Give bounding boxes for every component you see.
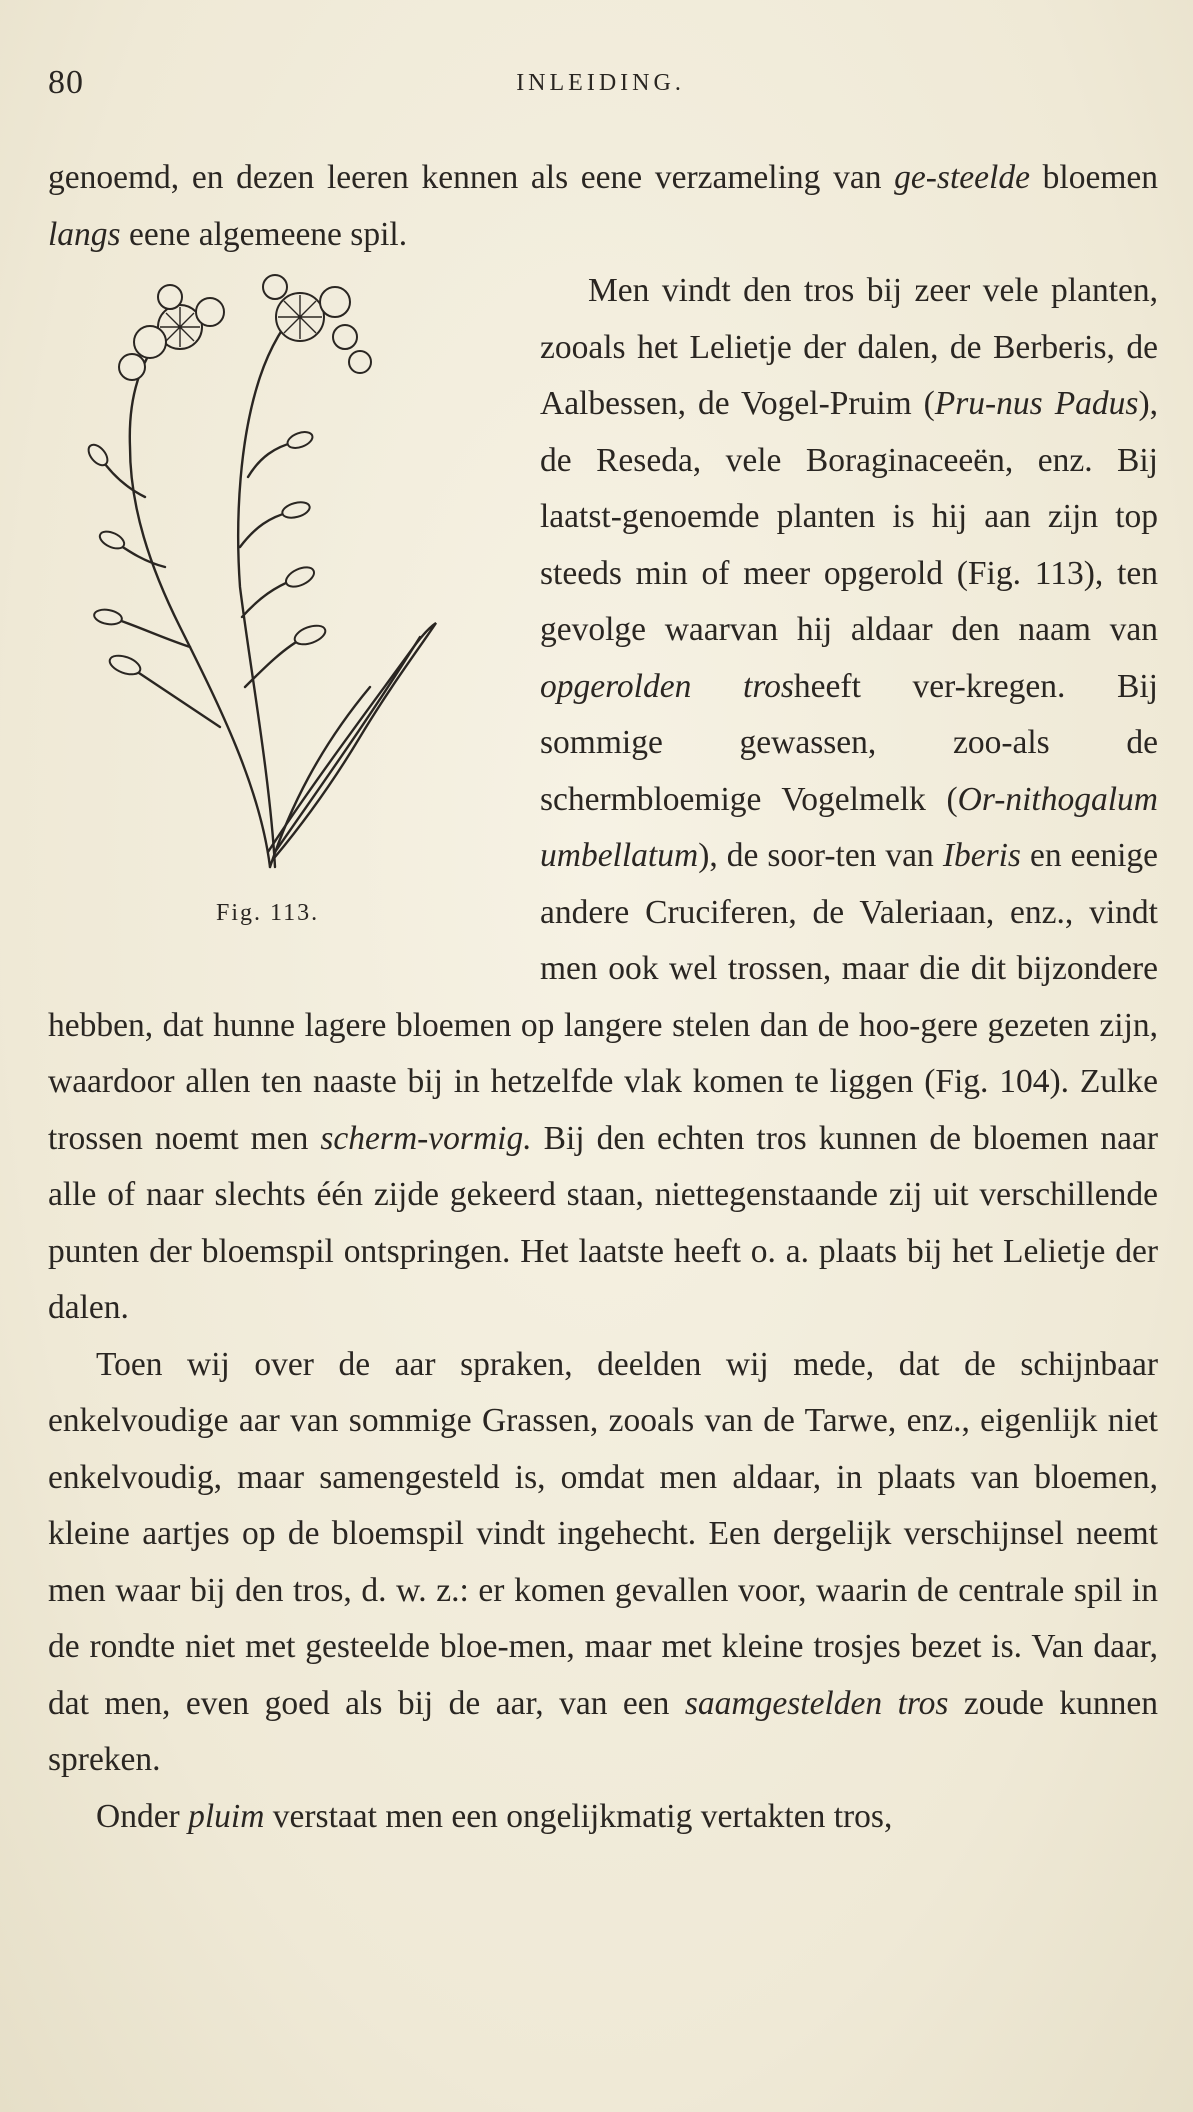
text-run: genoemd, en dezen leeren kennen als eene verzameling van xyxy=(48,159,895,196)
italic-term: Pru-nus Padus xyxy=(934,385,1139,422)
italic-term: saamgestelden tros xyxy=(684,1684,949,1722)
page-number: 80 xyxy=(48,64,84,101)
paragraph xyxy=(48,150,1158,263)
running-head: INLEIDING. xyxy=(516,70,685,96)
text-run: verstaat men een ongelijkmatig vertakten tros, xyxy=(264,1797,893,1835)
figure-113 xyxy=(48,267,516,947)
text-run: zoude kunnen spreken. xyxy=(48,1684,1158,1778)
plant-illustration xyxy=(70,267,510,873)
text-run: Men vindt den tros bij zeer vele planten, zooals het Lelietje der dalen, de Berberis, de Aalbessen, de Vogel-Pruim ( xyxy=(540,272,1158,422)
text-run: ), de Reseda, vele Boraginaceeën, enz. Bij laatst-genoemde planten is hij aan zijn top steeds min of meer opgerold (Fig. 113), ten gevolge waarvan hij aldaar den naam van xyxy=(540,385,1158,648)
italic-term: ge-steelde xyxy=(894,159,1030,196)
paragraph xyxy=(48,1789,1158,1846)
page-header xyxy=(48,64,1153,108)
text-run: Onder xyxy=(96,1797,189,1835)
italic-term: pluim xyxy=(188,1797,265,1835)
paragraph xyxy=(48,1337,1158,1789)
italic-term: Iberis xyxy=(942,837,1021,874)
text-run: eene algemeene spil. xyxy=(120,215,408,253)
figure-caption: Fig. 113. xyxy=(216,900,320,926)
text-run: bloemen xyxy=(1029,159,1158,196)
text-run: Toen wij over de aar spraken, deelden wij mede, dat de schijnbaar enkelvoudige aar van sommige Grassen, zooals van de Tarwe, enz., eigenlijk niet enkelvoudig, maar samengesteld is, omdat men aldaar, in plaats van bloemen, kleine aartjes op de bloemspil vindt ingehecht. Een dergelijk verschijnsel neemt men waar bij den tros, d. w. z.: er komen gevallen voor, waarin de centrale spil in de rondte niet met gesteelde bloe-men, maar met kleine trosjes bezet is. Van daar, dat men, even goed als bij de aar, van een xyxy=(48,1345,1158,1722)
italic-term: Or-nithogalum umbellatum xyxy=(540,780,1158,874)
text-run: ), de soor-ten van xyxy=(698,837,943,874)
italic-term: scherm-vormig. xyxy=(320,1119,532,1157)
text-run: heeft ver-kregen. Bij sommige gewassen, zoo-als de schermbloemige Vogelmelk ( xyxy=(540,667,1158,818)
italic-term: opgerolden tros xyxy=(540,667,794,705)
body-text xyxy=(48,150,1158,1845)
text-run: en eenige andere Cruciferen, de Valeriaan, enz., vindt men ook wel trossen, maar die dit bijzondere hebben, dat hunne lagere bloemen op langere stelen dan de hoo-gere gezeten zijn, waardoor allen ten naaste bij in hetzelfde vlak komen te liggen (Fig. 104). Zulke trossen noemt men xyxy=(48,837,1158,1157)
italic-term: langs xyxy=(48,215,121,253)
text-run: Bij den echten tros kunnen de bloemen naar alle of naar slechts één zijde gekeerd staan, niettegenstaande zij uit verschillende punten der bloemspil ontspringen. Het laatste heeft o. a. plaats bij het Lelietje der dalen. xyxy=(48,1119,1158,1326)
